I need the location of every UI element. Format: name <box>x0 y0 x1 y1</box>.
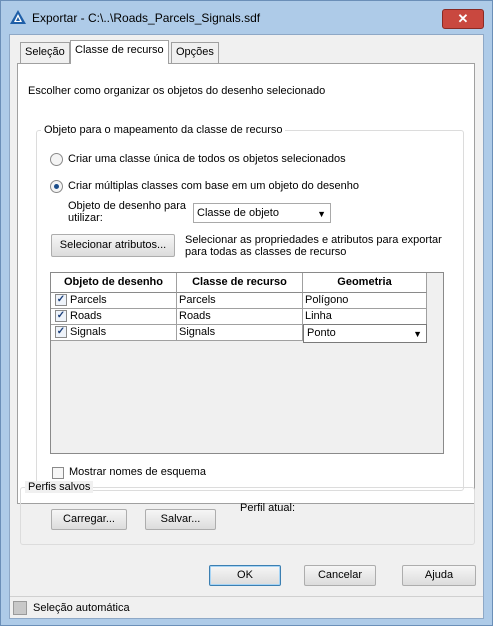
table-header-object[interactable]: Objeto de desenho <box>51 273 177 293</box>
ok-button-label: OK <box>237 569 253 581</box>
status-text: Seleção automática <box>33 602 130 614</box>
select-attributes-button[interactable] <box>51 234 175 257</box>
feature-class-table <box>50 272 444 454</box>
radio-selected-dot <box>54 184 59 189</box>
close-button[interactable] <box>442 9 484 29</box>
chevron-down-icon: ▼ <box>317 209 326 219</box>
dialog-client-area <box>9 34 484 619</box>
row-checkbox[interactable]: ✓ <box>56 294 66 305</box>
cancel-button-label: Cancelar <box>317 569 363 581</box>
radio-single-class[interactable] <box>50 153 63 166</box>
save-profile-button[interactable] <box>145 509 216 530</box>
mapping-group-label: Objeto para o mapeamento da classe de recurso <box>41 124 285 136</box>
select-attributes-button-label: Selecionar atributos... <box>59 239 167 251</box>
window-title: Exportar - C:\..\Roads_Parcels_Signals.sdf <box>32 11 261 25</box>
tab-panel-classe-de-recurso <box>17 63 475 504</box>
radio-single-class-label[interactable]: Criar uma classe única de todos os objetos selecionados <box>68 153 346 165</box>
radio-multiple-classes[interactable] <box>50 180 63 193</box>
load-profile-button[interactable] <box>51 509 127 530</box>
row-object-name: Roads <box>70 310 102 322</box>
help-button[interactable] <box>402 565 476 586</box>
select-attributes-desc-line1: Selecionar as propriedades e atributos para exportar <box>185 234 442 246</box>
table-row[interactable] <box>51 325 177 341</box>
status-indicator-icon <box>13 601 27 615</box>
row-object-name: Parcels <box>70 294 107 306</box>
row-class-name[interactable]: Roads <box>177 309 303 325</box>
object-type-select-value: Classe de objeto <box>197 207 279 219</box>
row-geometry[interactable]: Polígono <box>303 293 427 309</box>
autocad-app-icon <box>10 10 26 24</box>
table-row[interactable] <box>51 309 177 325</box>
row-checkbox[interactable]: ✓ <box>56 326 66 337</box>
ok-button[interactable] <box>209 565 281 586</box>
tab-label: Seleção <box>25 46 65 58</box>
row-geometry-select[interactable] <box>303 324 427 343</box>
help-button-label: Ajuda <box>424 569 454 581</box>
object-type-select[interactable] <box>193 203 331 223</box>
load-profile-button-label: Carregar... <box>63 513 115 525</box>
table-row[interactable] <box>51 293 177 309</box>
object-label-line2: utilizar: <box>68 212 103 224</box>
object-label-line1: Objeto de desenho para <box>68 200 187 212</box>
saved-profiles-label: Perfis salvos <box>25 481 93 493</box>
current-profile-label: Perfil atual: <box>240 502 296 514</box>
status-bar <box>10 596 483 618</box>
row-checkbox[interactable]: ✓ <box>56 310 66 321</box>
title-bar[interactable] <box>1 1 492 33</box>
cancel-button[interactable] <box>304 565 376 586</box>
show-schema-names-checkbox[interactable] <box>52 467 64 479</box>
row-geometry[interactable]: Linha <box>303 309 427 325</box>
tab-opcoes[interactable] <box>171 42 219 63</box>
close-icon: ✕ <box>457 11 469 26</box>
row-class-name[interactable]: Parcels <box>177 293 303 309</box>
tab-selecao[interactable] <box>20 42 70 63</box>
tab-label: Classe de recurso <box>75 44 164 56</box>
show-schema-names-label[interactable]: Mostrar nomes de esquema <box>69 466 206 478</box>
table-header-class[interactable]: Classe de recurso <box>177 273 303 293</box>
tab-label: Opções <box>176 46 214 58</box>
row-object-name: Signals <box>70 326 107 338</box>
tab-classe-de-recurso[interactable] <box>70 40 169 64</box>
save-profile-button-label: Salvar... <box>160 513 201 525</box>
row-geometry-select-value: Ponto <box>307 327 336 339</box>
select-attributes-desc-line2: para todas as classes de recurso <box>185 246 347 258</box>
chevron-down-icon: ▼ <box>413 329 422 339</box>
intro-text: Escolher como organizar os objetos do desenho selecionado <box>28 85 326 97</box>
radio-multiple-classes-label[interactable]: Criar múltiplas classes com base em um objeto do desenho <box>68 180 360 192</box>
row-class-name[interactable]: Signals <box>177 325 303 341</box>
table-header-geometry[interactable]: Geometria <box>303 273 427 293</box>
